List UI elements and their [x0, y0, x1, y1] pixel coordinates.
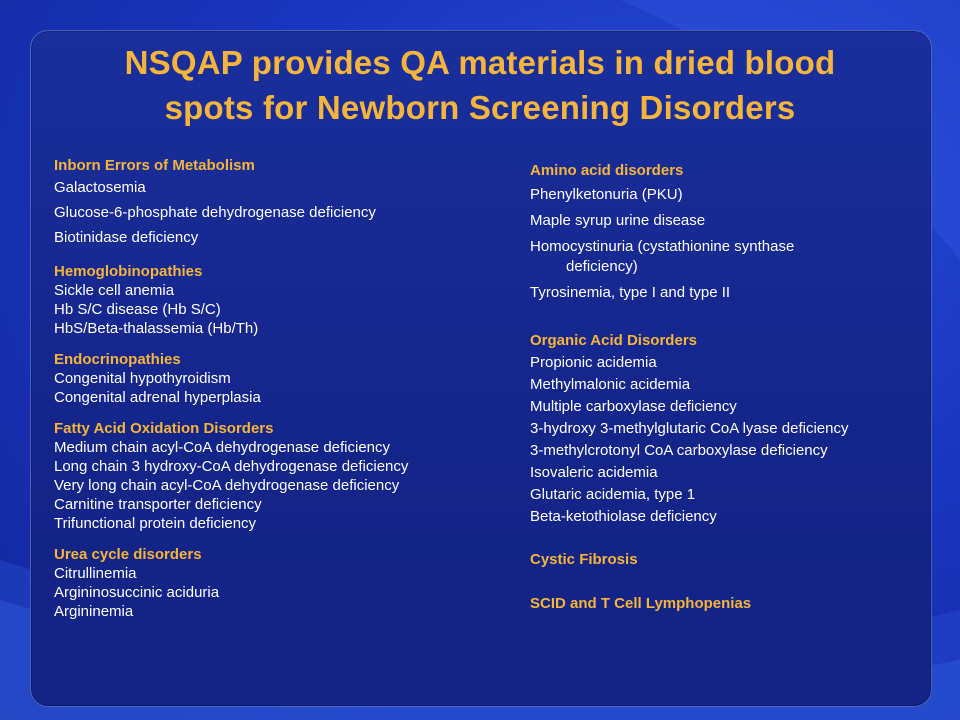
list-item: Trifunctional protein deficiency	[54, 515, 257, 532]
list-item	[530, 237, 940, 277]
left-column	[54, 156, 504, 633]
list-item: Propionic acidemia	[530, 354, 657, 371]
list-item: Long chain 3 hydroxy-CoA dehydrogenase deficiency	[54, 458, 409, 475]
title-line-1: NSQAP provides QA materials in dried blood	[124, 44, 836, 81]
list-item: HbS/Beta-thalassemia (Hb/Th)	[54, 320, 259, 337]
list-item-line: Homocystinuria (cystathionine synthase	[530, 238, 795, 255]
list-item: Multiple carboxylase deficiency	[530, 398, 737, 415]
list-item: Beta-ketothiolase deficiency	[530, 508, 717, 525]
section-heading: Inborn Errors of Metabolism	[54, 157, 255, 174]
list-item: Hb S/C disease (Hb S/C)	[54, 301, 221, 318]
list-item: Medium chain acyl-CoA dehydrogenase deficiency	[54, 439, 391, 456]
list-item: Methylmalonic acidemia	[530, 376, 691, 393]
list-item: Carnitine transporter deficiency	[54, 496, 262, 513]
list-item: Biotinidase deficiency	[54, 229, 199, 246]
list-item: Isovaleric acidemia	[530, 464, 658, 481]
section-hemoglobinopathies	[54, 262, 504, 338]
section-heading: Organic Acid Disorders	[530, 332, 697, 349]
list-item: 3-methylcrotonyl CoA carboxylase deficiency	[530, 442, 828, 459]
section-heading: Fatty Acid Oxidation Disorders	[54, 420, 274, 437]
list-item: 3-hydroxy 3-methylglutaric CoA lyase deficiency	[530, 420, 849, 437]
section-heading: Amino acid disorders	[530, 162, 684, 179]
section-fatty-acid	[54, 419, 504, 533]
list-item: Sickle cell anemia	[54, 282, 175, 299]
list-item: Glucose-6-phosphate dehydrogenase deficiency	[54, 204, 376, 221]
list-item: Glutaric acidemia, type 1	[530, 486, 696, 503]
right-column	[530, 160, 940, 613]
list-item: Citrullinemia	[54, 565, 137, 582]
list-item: Very long chain acyl-CoA dehydrogenase deficiency	[54, 477, 400, 494]
section-heading: Urea cycle disorders	[54, 546, 202, 563]
list-item: Argininemia	[54, 603, 134, 620]
list-item: Tyrosinemia, type I and type II	[530, 284, 731, 301]
section-cystic-fibrosis: Cystic Fibrosis	[530, 551, 638, 568]
section-amino-acid	[530, 160, 940, 306]
slide-title	[30, 40, 930, 130]
section-organic-acid	[530, 330, 940, 528]
section-endocrinopathies	[54, 350, 504, 407]
section-scid: SCID and T Cell Lymphopenias	[530, 595, 752, 612]
list-item: Phenylketonuria (PKU)	[530, 186, 683, 203]
list-item: Maple syrup urine disease	[530, 212, 706, 229]
section-heading: Hemoglobinopathies	[54, 263, 203, 280]
section-heading: Endocrinopathies	[54, 351, 181, 368]
section-inborn-errors	[54, 156, 504, 250]
list-item: Congenital hypothyroidism	[54, 370, 231, 387]
list-item: Argininosuccinic aciduria	[54, 584, 220, 601]
title-line-2: spots for Newborn Screening Disorders	[164, 89, 796, 126]
list-item-continuation: deficiency)	[566, 258, 638, 275]
list-item: Galactosemia	[54, 179, 146, 196]
section-urea-cycle	[54, 545, 504, 621]
list-item: Congenital adrenal hyperplasia	[54, 389, 261, 406]
